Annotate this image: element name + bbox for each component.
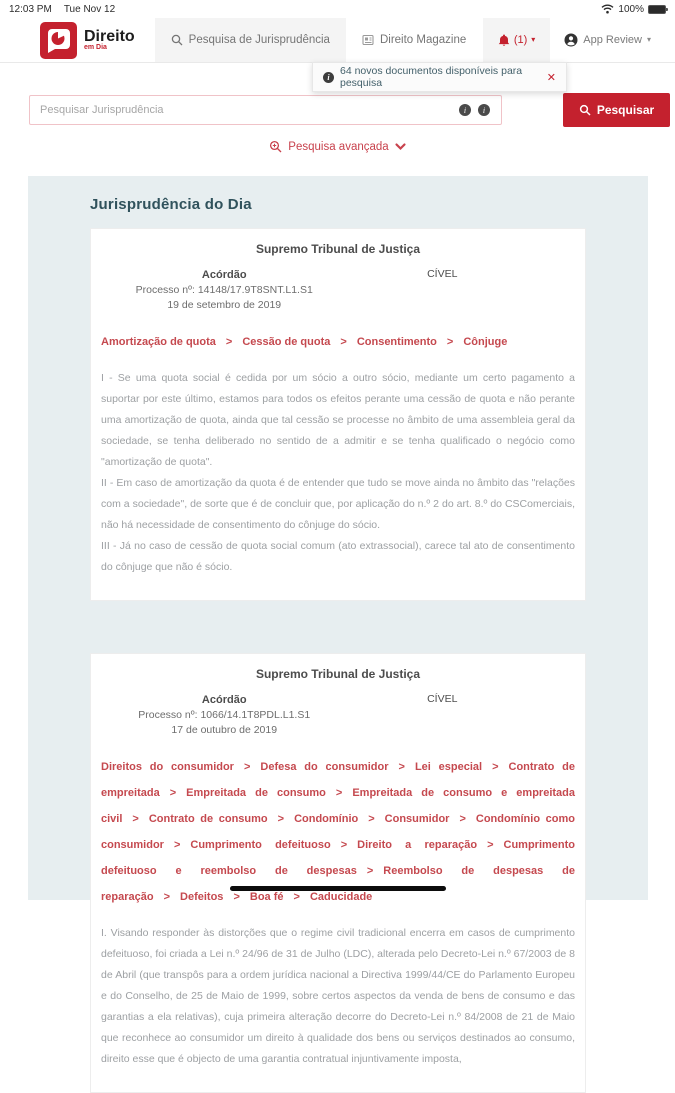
pesquisa-avancada-label: Pesquisa avançada [288,140,389,153]
notification-count: (1) [513,34,528,46]
card-category: CÍVEL [427,268,458,280]
tag-separator: > [398,761,405,773]
tag-link[interactable]: Amortização de quota [101,336,216,348]
search-input[interactable] [29,95,502,125]
chevron-down-icon: ▾ [646,35,651,44]
card-date: 17 de outubro de 2019 [171,724,278,736]
tag-separator: > [293,891,300,903]
tag-separator: > [243,761,251,773]
battery-icon [648,5,666,14]
card-body [101,923,575,1070]
card-date: 19 de setembro de 2019 [167,299,282,311]
search-icon [579,104,591,116]
tag-link[interactable]: Condomínio como consumidor [101,813,575,851]
nav-direito-magazine[interactable] [346,18,482,62]
nav-label: Direito Magazine [379,34,467,46]
card-paragraph: I - Se uma quota social é cedida por um sócio a outro sócio, mediante um certo pagamento a suportar por este último, estamos para todos os efeitos perante uma cessão de quota e não perante uma amortização de quota, ainda que tal cessão se processe no âmbito de uma assembleia geral da sociedade, se tenha deliberado no sentido de a admitir e se tenha qualificado o negócio como "amortização de quota". [101,372,575,468]
status-date: Tue Nov 12 [63,3,116,15]
card-doc-type: Acórdão [201,694,247,706]
card-meta [101,693,575,738]
card-court: Supremo Tribunal de Justiça [255,242,421,256]
tag-separator: > [169,787,177,799]
magazine-icon [362,34,374,46]
tag-link[interactable]: Contrato de empreitada [101,761,575,799]
info-icon[interactable]: i [459,104,471,116]
info-icon: i [323,72,334,83]
tag-link[interactable]: Direito a reparação [357,839,478,851]
tag-separator: > [335,787,343,799]
card-paragraph: III - Já no caso de cessão de quota social comum (ato extrassocial), carece tal ato de consentimento do cônjuge que não é sócio. [101,540,575,573]
app-header [0,18,675,63]
card-doc-type: Acórdão [201,269,247,281]
tag-link[interactable]: Caducidade [309,891,373,903]
search-icon [171,34,183,46]
tag-link[interactable]: Defeitos [180,891,224,903]
wifi-icon [601,4,614,14]
toast-message: 64 novos documentos disponíveis para pesquisa [340,65,523,89]
tag-link[interactable]: Boa fé [249,891,284,903]
tag-link[interactable]: Consumidor [384,813,450,825]
logo-title: Direito [84,28,135,45]
logo-subtitle: em Dia [84,44,107,51]
pesquisar-button-label: Pesquisar [596,103,655,117]
card-paragraph: II - Em caso de amortização da quota é de entender que tudo se move ainda no âmbito das "relações com a sociedade", de sorte que é de concluir que, por aplicação do n.º 2 do art. 8.º do CSComerciais, não há necessidade de consentimento do cônjuge do sócio. [101,477,575,531]
card-process: Processo nº: 14148/17.9T8SNT.L1.S1 [135,284,313,296]
tag-separator: > [225,336,233,348]
tag-separator: > [487,839,494,851]
tag-separator: > [340,839,348,851]
status-bar [0,0,675,18]
card-list [28,228,648,1093]
status-time: 12:03 PM [9,3,52,15]
tag-link[interactable]: Empreitada de consumo [186,787,326,799]
tag-link[interactable]: Consentimento [356,336,437,348]
battery-percent: 100% [618,3,644,15]
chevron-down-icon [395,143,406,151]
app-logo[interactable] [40,18,135,62]
tag-separator: > [173,839,181,851]
tag-link[interactable]: Direitos do consumidor [101,761,234,773]
tag-separator: > [277,813,285,825]
account-label: App Review [583,34,642,46]
card-tags [101,329,575,355]
page-title: Jurisprudência do Dia [90,196,252,213]
tag-link[interactable]: Cessão de quota [242,336,331,348]
tag-link[interactable]: Contrato de consumo [148,813,268,825]
jurisprudencia-panel [28,176,648,1065]
tag-separator: > [132,813,139,825]
card-process: Processo nº: 1066/14.1T8PDL.L1.S1 [138,709,311,721]
tag-link[interactable]: Cônjuge [463,336,508,348]
tag-link[interactable]: Reembolso de despesas de reparação [101,865,575,903]
tag-separator: > [340,336,347,348]
tag-link[interactable]: Lei especial [414,761,483,773]
tag-separator: > [233,891,240,903]
account-menu[interactable] [550,18,665,62]
jurisprudencia-card[interactable] [90,653,586,1093]
card-meta [101,268,575,313]
card-paragraph: I. Visando responder às distorções que o regime civil tradicional encerra em casos de cumprimento defeituoso, foi criada a Lei n.º 24/96 de 31 de Julho (LDC), alterada pelo Decreto-Lei n.º 67/2003 de 8 de Abril (que transpôs para a ordem jurídica nacional a Directiva 1999/44/CE do Parlamento Europeu e do Conselho, de 25 de Maio de 1999, sobre certos aspectos da venda de bens de consumo e das garantias a ela relativas), cuja primeira alteração decorre do Decreto-Lei n.º 84/2008 de 21 de Maio que reconhece ao consumidor um direito à qualidade dos bens ou serviços destinados ao consumo, direito esse que é objecto de uma garantia contratual injuntivamente imposta, [101,927,575,1065]
jurisprudencia-card[interactable] [90,228,586,601]
tag-separator: > [446,336,454,348]
info-icon[interactable]: i [478,104,490,116]
tag-separator: > [459,813,466,825]
tag-link[interactable]: Condomínio [294,813,359,825]
search-plus-icon [269,140,282,153]
tag-link[interactable]: Empreitada de consumo e empreitada civil [101,787,575,825]
tag-separator: > [163,891,171,903]
tag-link[interactable]: Cumprimento defeituoso e reembolso de despesas [101,839,576,877]
search-bar [0,93,675,127]
tag-link[interactable]: Defesa do consumidor [260,761,389,773]
card-court: Supremo Tribunal de Justiça [255,667,421,681]
nav-pesquisa-jurisprudencia[interactable] [155,18,346,62]
tag-separator: > [366,865,374,877]
close-icon[interactable]: ✕ [546,71,556,84]
notifications-button[interactable] [483,18,550,62]
new-documents-toast [312,62,567,92]
tag-separator: > [368,813,375,825]
tag-separator: > [492,761,499,773]
pesquisa-avancada-link[interactable] [0,140,675,153]
bell-icon [498,34,510,47]
home-indicator[interactable] [230,886,446,891]
user-icon [564,33,578,47]
pesquisar-button[interactable] [563,93,670,127]
card-category: CÍVEL [427,693,458,705]
card-body [101,368,575,578]
chevron-down-icon: ▾ [531,35,536,44]
tag-link[interactable]: Cumprimento defeituoso [190,839,331,851]
direito-logo-icon [40,22,77,59]
nav-label: Pesquisa de Jurisprudência [188,34,330,46]
